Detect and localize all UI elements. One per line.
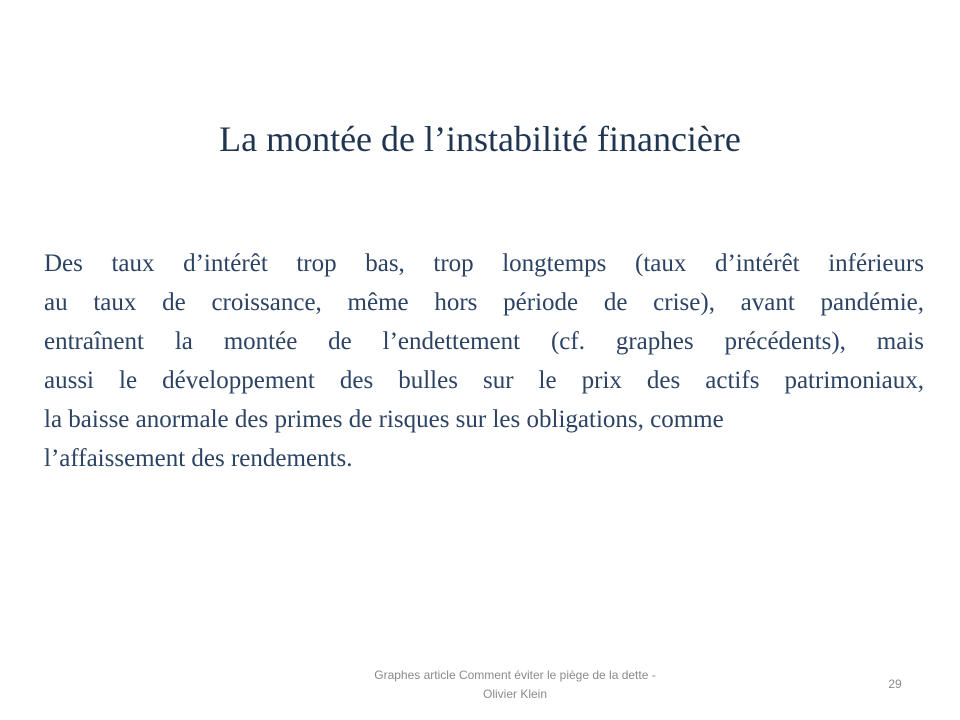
- body-line: entraînent la montée de l’endettement (cf. graphes précédents), mais: [44, 328, 924, 355]
- slide-title: La montée de l’instabilité financière: [219, 119, 741, 159]
- footer-line: Olivier Klein: [482, 687, 548, 701]
- body-line: l’affaissement des rendements.: [44, 445, 353, 472]
- page-number: 29: [888, 677, 902, 691]
- body-line: au taux de croissance, même hors période de crise), avant pandémie,: [44, 289, 924, 316]
- slide-footer: [330, 666, 700, 704]
- body-line: aussi le développement des bulles sur le prix des actifs patrimoniaux,: [44, 367, 924, 394]
- footer-line: Graphes article Comment éviter le piège de la dette -: [374, 668, 656, 682]
- slide-body-paragraph: [44, 244, 924, 478]
- body-line: la baisse anormale des primes de risques sur les obligations, comme: [44, 406, 724, 433]
- body-line: Des taux d’intérêt trop bas, trop longtemps (taux d’intérêt inférieurs: [44, 250, 924, 277]
